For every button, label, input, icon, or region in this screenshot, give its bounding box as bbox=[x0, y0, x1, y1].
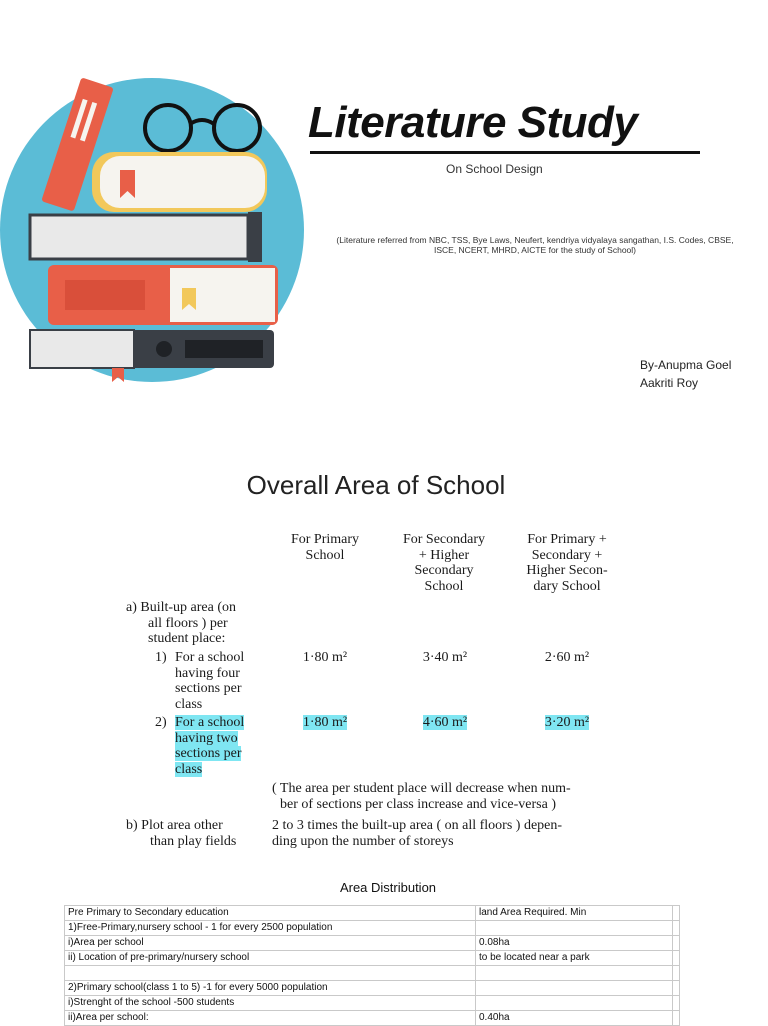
value-cell: 4·60 m² bbox=[422, 715, 468, 730]
note-line: ber of sections per class increase and vice-versa ) bbox=[280, 796, 556, 812]
header-line: Secondary + bbox=[531, 547, 603, 563]
header-line: For Secondary bbox=[402, 532, 486, 547]
text-line: ding upon the number of storeys bbox=[272, 833, 454, 849]
table-cell: 2)Primary school(class 1 to 5) -1 for every 5000 population bbox=[65, 981, 476, 996]
label-line: sections per bbox=[175, 746, 242, 761]
table-cell bbox=[673, 936, 680, 951]
table-cell: 0.08ha bbox=[476, 936, 673, 951]
label-line: having four bbox=[175, 665, 240, 681]
title-underline bbox=[310, 151, 700, 154]
distribution-title: Area Distribution bbox=[339, 880, 437, 895]
header-line: For Primary + bbox=[527, 532, 607, 547]
distribution-table bbox=[64, 905, 680, 1026]
author-line: Aakriti Roy bbox=[640, 376, 699, 390]
table-row bbox=[65, 996, 680, 1011]
plot-area-text bbox=[272, 818, 562, 849]
table-cell: ii)Area per school: bbox=[65, 1011, 476, 1026]
header-line: Secondary bbox=[414, 563, 474, 578]
table-cell: i)Area per school bbox=[65, 936, 476, 951]
header-line: Higher Secon- bbox=[526, 563, 608, 578]
table-cell: i)Strenght of the school -500 students bbox=[65, 996, 476, 1011]
value-cell: 3·20 m² bbox=[544, 715, 590, 730]
header-line: dary School bbox=[533, 578, 601, 594]
header-line: School bbox=[424, 578, 464, 594]
area-title: Overall Area of School bbox=[246, 470, 506, 500]
table-row bbox=[65, 906, 680, 921]
table-cell: Pre Primary to Secondary education bbox=[65, 906, 476, 921]
table-cell bbox=[476, 981, 673, 996]
label-line: sections per bbox=[175, 681, 242, 696]
table-cell: land Area Required. Min bbox=[476, 906, 673, 921]
table-row bbox=[65, 966, 680, 981]
table-row bbox=[65, 921, 680, 936]
author-line: By-Anupma Goel bbox=[640, 358, 732, 372]
table-cell: 1)Free-Primary,nursery school - 1 for every 2500 population bbox=[65, 921, 476, 936]
row-label-four-sections bbox=[175, 650, 244, 712]
row-num: 2) bbox=[155, 715, 167, 730]
row-num: 1) bbox=[155, 650, 167, 665]
literature-note: (Literature referred from NBC, TSS, Bye Laws, Neufert, kendriya vidyalaya sangathan, I.S. Codes, CBSE, ISCE, NCERT, MHRD, AICTE for the study of School) bbox=[336, 235, 734, 255]
label-line: class bbox=[175, 761, 203, 777]
column-header-combined bbox=[508, 532, 626, 594]
note-line: ( The area per student place will decrease when num- bbox=[272, 781, 571, 796]
table-row bbox=[65, 951, 680, 966]
table-cell: ii) Location of pre-primary/nursery school bbox=[65, 951, 476, 966]
header-line: For Primary bbox=[290, 532, 360, 547]
text-line: 2 to 3 times the built-up area ( on all floors ) depen- bbox=[272, 818, 563, 833]
value-cell: 1·80 m² bbox=[302, 715, 348, 730]
table-cell bbox=[673, 1011, 680, 1026]
plot-area-label bbox=[126, 818, 236, 849]
table-cell: to be located near a park bbox=[476, 951, 673, 966]
value-cell: 1·80 m² bbox=[302, 650, 348, 665]
table-row bbox=[65, 936, 680, 951]
table-row bbox=[65, 1011, 680, 1026]
label-line: student place: bbox=[148, 631, 226, 646]
table-cell bbox=[673, 951, 680, 966]
table-cell bbox=[65, 966, 476, 981]
area-note bbox=[272, 781, 571, 812]
books-illustration bbox=[0, 60, 310, 390]
builtup-area-label bbox=[126, 600, 236, 647]
cover-title: Literature Study bbox=[308, 98, 638, 147]
header-line: + Higher bbox=[418, 547, 470, 563]
label-line: class bbox=[175, 696, 203, 712]
value-cell: 3·40 m² bbox=[422, 650, 468, 665]
table-cell bbox=[476, 921, 673, 936]
column-header-primary bbox=[272, 532, 378, 563]
table-row bbox=[65, 981, 680, 996]
bookmark-icon-3 bbox=[112, 368, 124, 382]
label-line: b) Plot area other bbox=[126, 818, 223, 833]
label-line: all floors ) per bbox=[148, 615, 228, 631]
value-cell: 2·60 m² bbox=[544, 650, 590, 665]
table-cell bbox=[673, 981, 680, 996]
label-line: than play fields bbox=[150, 833, 237, 849]
table-cell bbox=[673, 996, 680, 1011]
table-cell: 0.40ha bbox=[476, 1011, 673, 1026]
table-cell bbox=[673, 921, 680, 936]
cover-subtitle: On School Design bbox=[446, 162, 543, 176]
table-cell bbox=[673, 906, 680, 921]
label-line: For a school bbox=[175, 650, 245, 665]
row-label-two-sections bbox=[175, 715, 244, 777]
label-line: a) Built-up area (on bbox=[126, 600, 237, 615]
label-line: For a school bbox=[175, 715, 245, 730]
header-line: School bbox=[305, 547, 345, 563]
column-header-secondary bbox=[390, 532, 498, 594]
label-line: having two bbox=[175, 730, 238, 746]
table-cell bbox=[476, 996, 673, 1011]
table-cell bbox=[476, 966, 673, 981]
table-cell bbox=[673, 966, 680, 981]
